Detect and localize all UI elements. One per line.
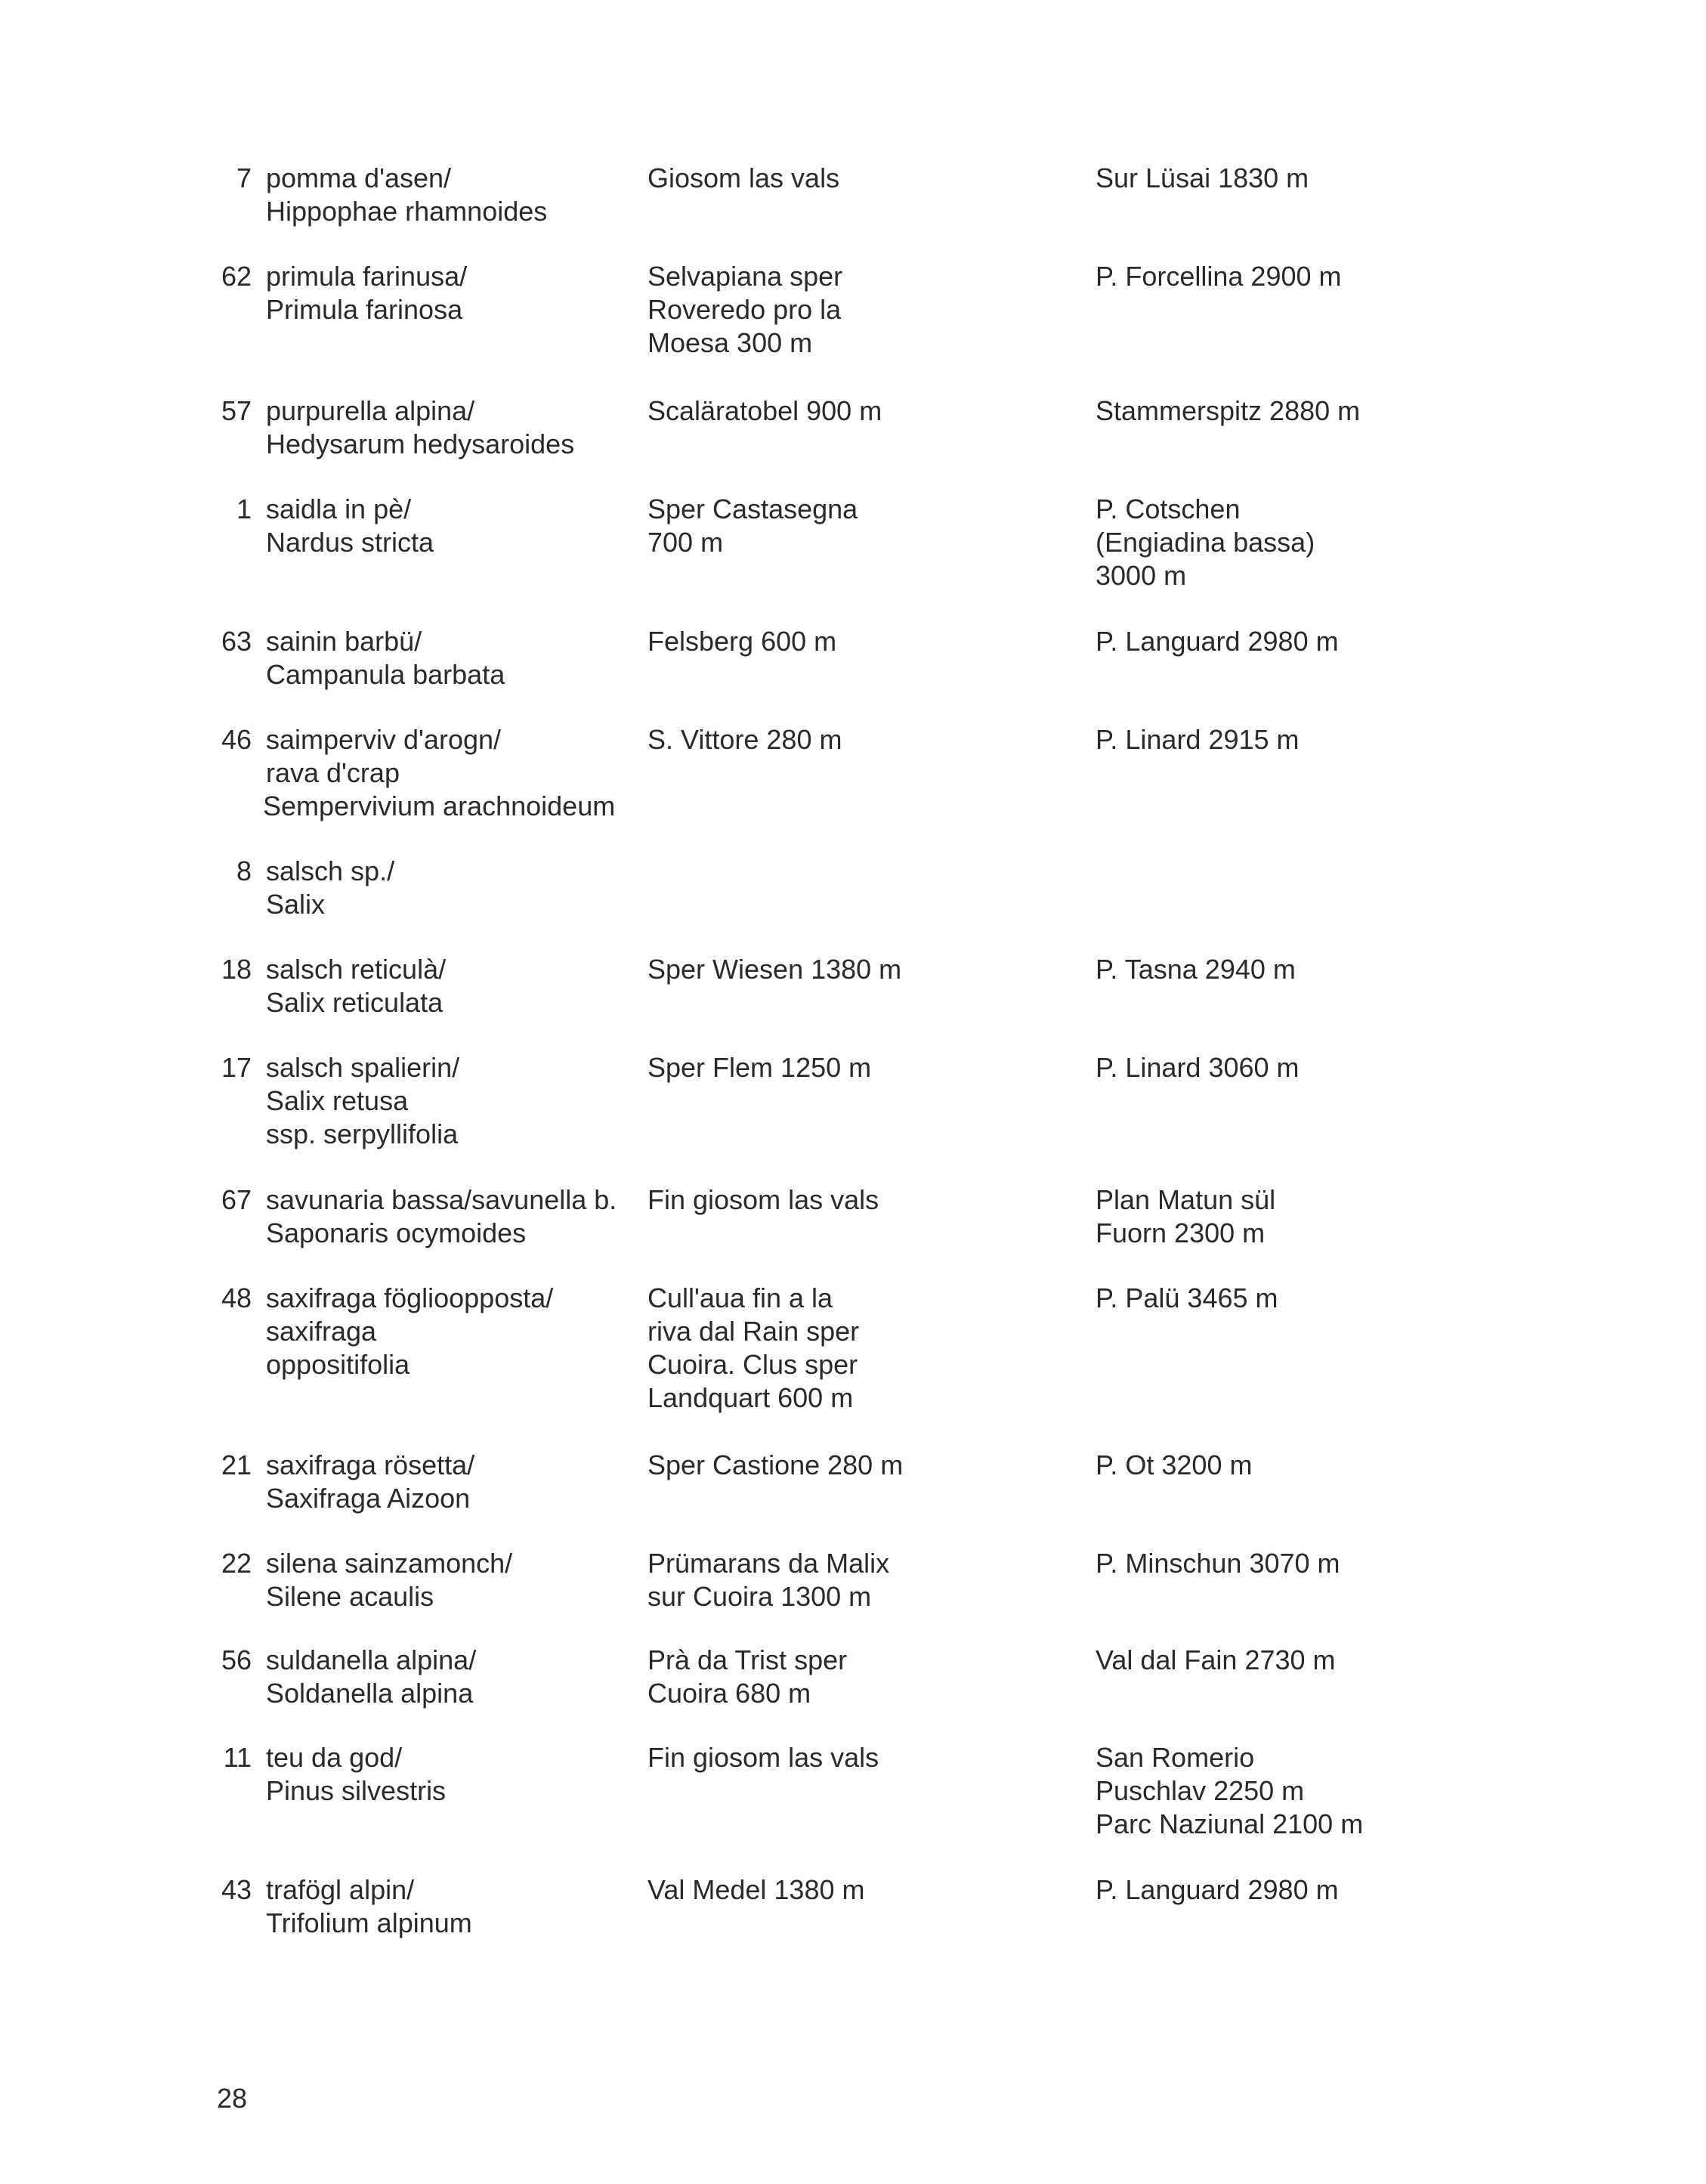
highest-location-line: Val dal Fain 2730 m bbox=[1096, 1644, 1336, 1675]
lowest-location-line: sur Cuoira 1300 m bbox=[647, 1581, 872, 1612]
entry-number: 63 bbox=[221, 626, 252, 657]
plant-name-line: Primula farinosa bbox=[266, 294, 463, 325]
highest-location bbox=[1096, 394, 1360, 428]
highest-location bbox=[1096, 1282, 1278, 1315]
plant-name bbox=[266, 625, 505, 691]
plant-name bbox=[266, 1873, 472, 1940]
lowest-location-line: S. Vittore 280 m bbox=[647, 724, 842, 755]
highest-location-line: Sur Lüsai 1830 m bbox=[1096, 162, 1309, 193]
plant-name-line: saxifraga rösetta/ bbox=[266, 1449, 475, 1480]
plant-name-line: pomma d'asen/ bbox=[266, 162, 452, 193]
highest-location-line: Puschlav 2250 m bbox=[1096, 1775, 1305, 1806]
plant-name-line: Soldanella alpina bbox=[266, 1678, 474, 1709]
entry-number: 48 bbox=[221, 1282, 252, 1313]
entry-number: 8 bbox=[236, 855, 252, 886]
lowest-location bbox=[647, 394, 882, 428]
plant-name-line: Salix reticulata bbox=[266, 987, 443, 1018]
plant-name bbox=[266, 1183, 617, 1250]
plant-name-line: ssp. serpyllifolia bbox=[266, 1118, 459, 1149]
lowest-location-line: Sper Flem 1250 m bbox=[647, 1052, 872, 1083]
plant-name-line: Trifolium alpinum bbox=[266, 1907, 472, 1938]
plant-name-line: Campanula barbata bbox=[266, 659, 505, 690]
highest-location bbox=[1096, 1644, 1336, 1677]
plant-name bbox=[266, 855, 394, 921]
entry-number: 56 bbox=[221, 1644, 252, 1675]
plant-name-line: purpurella alpina/ bbox=[266, 395, 475, 426]
plant-name-line: sainin barbü/ bbox=[266, 626, 422, 657]
plant-name-line: oppositifolia bbox=[266, 1349, 410, 1380]
lowest-location-line: Sper Wiesen 1380 m bbox=[647, 954, 902, 985]
highest-location-line: P. Cotschen bbox=[1096, 493, 1241, 524]
lowest-location bbox=[647, 1873, 865, 1907]
lowest-location bbox=[647, 1644, 847, 1710]
highest-location-line: P. Linard 2915 m bbox=[1096, 724, 1300, 755]
highest-location-line: San Romerio bbox=[1096, 1742, 1255, 1773]
lowest-location-line: Cuoira. Clus sper bbox=[647, 1349, 858, 1380]
lowest-location bbox=[647, 162, 839, 195]
plant-name bbox=[263, 723, 616, 823]
lowest-location bbox=[647, 1741, 879, 1774]
plant-name bbox=[266, 1449, 474, 1515]
highest-location-line: P. Ot 3200 m bbox=[1096, 1449, 1253, 1480]
lowest-location bbox=[647, 1051, 871, 1084]
entry-number: 46 bbox=[221, 724, 252, 755]
highest-location bbox=[1096, 162, 1309, 195]
highest-location bbox=[1096, 1051, 1300, 1084]
highest-location-line: P. Forcellina 2900 m bbox=[1096, 261, 1342, 292]
plant-name-line: Sempervivium arachnoideum bbox=[263, 790, 616, 821]
plant-name bbox=[266, 1282, 553, 1381]
lowest-location bbox=[647, 1282, 859, 1415]
lowest-location-line: Sper Castasegna bbox=[647, 493, 858, 524]
lowest-location-line: Cuoira 680 m bbox=[647, 1678, 811, 1709]
plant-name-line: saimperviv d'arogn/ bbox=[266, 724, 502, 755]
lowest-location bbox=[647, 723, 842, 756]
lowest-location-line: riva dal Rain sper bbox=[647, 1316, 860, 1347]
plant-name-line: Pinus silvestris bbox=[266, 1775, 447, 1806]
plant-name-line: Saxifraga Aizoon bbox=[266, 1483, 471, 1514]
highest-location-line: P. Linard 3060 m bbox=[1096, 1052, 1300, 1083]
highest-location bbox=[1096, 1873, 1339, 1907]
entry-number: 18 bbox=[221, 954, 252, 985]
plant-name-line: saidla in pè/ bbox=[266, 493, 412, 524]
plant-name bbox=[266, 260, 467, 326]
lowest-location-line: Roveredo pro la bbox=[647, 294, 842, 325]
plant-name-line: suldanella alpina/ bbox=[266, 1644, 477, 1675]
highest-location-line: P. Palü 3465 m bbox=[1096, 1282, 1278, 1313]
plant-name-line: Nardus stricta bbox=[266, 527, 434, 558]
plant-name-line: Salix retusa bbox=[266, 1085, 409, 1116]
lowest-location-line: Prà da Trist sper bbox=[647, 1644, 848, 1675]
entry-number: 43 bbox=[221, 1874, 252, 1905]
plant-name-line: trafögl alpin/ bbox=[266, 1874, 415, 1905]
highest-location-line: Parc Naziunal 2100 m bbox=[1096, 1808, 1364, 1839]
highest-location bbox=[1096, 723, 1300, 756]
plant-name-line: Saponaris ocymoides bbox=[266, 1217, 527, 1248]
plant-name-line: teu da god/ bbox=[266, 1742, 403, 1773]
lowest-location-line: Val Medel 1380 m bbox=[647, 1874, 865, 1905]
lowest-location bbox=[647, 1183, 879, 1217]
page-number: 28 bbox=[217, 2083, 248, 2114]
highest-location-line: 3000 m bbox=[1096, 560, 1187, 591]
lowest-location-line: Felsberg 600 m bbox=[647, 626, 837, 657]
entry-number: 57 bbox=[221, 395, 252, 426]
lowest-location bbox=[647, 493, 858, 559]
highest-location bbox=[1096, 493, 1315, 592]
plant-name-line: saxifraga bbox=[266, 1316, 377, 1347]
lowest-location-line: Prümarans da Malix bbox=[647, 1548, 890, 1579]
plant-name-line: silena sainzamonch/ bbox=[266, 1548, 513, 1579]
lowest-location-line: Fin giosom las vals bbox=[647, 1742, 879, 1773]
highest-location bbox=[1096, 953, 1296, 986]
entry-number: 22 bbox=[221, 1548, 252, 1579]
plant-name-line: salsch sp./ bbox=[266, 855, 395, 886]
plant-name-line: savunaria bassa/savunella b. bbox=[266, 1184, 617, 1215]
highest-location-line: (Engiadina bassa) bbox=[1096, 527, 1315, 558]
lowest-location-line: Sper Castione 280 m bbox=[647, 1449, 904, 1480]
lowest-location-line: Fin giosom las vals bbox=[647, 1184, 879, 1215]
lowest-location-line: Selvapiana sper bbox=[647, 261, 843, 292]
highest-location-line: P. Tasna 2940 m bbox=[1096, 954, 1296, 985]
lowest-location-line: Scaläratobel 900 m bbox=[647, 395, 882, 426]
highest-location-line: P. Languard 2980 m bbox=[1096, 626, 1339, 657]
entry-number: 11 bbox=[223, 1742, 252, 1773]
entry-number: 17 bbox=[221, 1052, 252, 1083]
plant-name bbox=[266, 1741, 446, 1808]
plant-name bbox=[266, 1644, 476, 1710]
lowest-location bbox=[647, 625, 836, 658]
highest-location-line: Fuorn 2300 m bbox=[1096, 1217, 1266, 1248]
plant-name bbox=[266, 953, 446, 1019]
plant-name bbox=[266, 394, 574, 461]
highest-location bbox=[1096, 260, 1342, 293]
lowest-location bbox=[647, 260, 842, 360]
plant-name-line: Hippophae rhamnoides bbox=[266, 196, 548, 227]
lowest-location-line: 700 m bbox=[647, 527, 724, 558]
plant-name-line: salsch spalierin/ bbox=[266, 1052, 460, 1083]
plant-name bbox=[266, 1051, 459, 1151]
plant-name bbox=[266, 493, 434, 559]
plant-name-line: primula farinusa/ bbox=[266, 261, 468, 292]
plant-name bbox=[266, 1547, 512, 1613]
plant-name-line: saxifraga föglioopposta/ bbox=[266, 1282, 554, 1313]
entry-number: 1 bbox=[236, 493, 252, 524]
highest-location-line: Stammerspitz 2880 m bbox=[1096, 395, 1361, 426]
lowest-location-line: Giosom las vals bbox=[647, 162, 840, 193]
highest-location bbox=[1096, 1183, 1275, 1250]
highest-location bbox=[1096, 1449, 1252, 1482]
lowest-location bbox=[647, 1547, 889, 1613]
entry-number: 21 bbox=[221, 1449, 252, 1480]
plant-name-line: Salix bbox=[266, 889, 326, 920]
highest-location-line: P. Languard 2980 m bbox=[1096, 1874, 1339, 1905]
entry-number: 7 bbox=[236, 162, 252, 193]
plant-name bbox=[266, 162, 547, 228]
plant-name-line: salsch reticulà/ bbox=[266, 954, 447, 985]
plant-name-line: Hedysarum hedysaroides bbox=[266, 428, 575, 459]
plant-name-line: rava d'crap bbox=[266, 757, 400, 788]
lowest-location-line: Cull'aua fin a la bbox=[647, 1282, 833, 1313]
lowest-location-line: Moesa 300 m bbox=[647, 327, 813, 358]
highest-location bbox=[1096, 625, 1339, 658]
lowest-location bbox=[647, 1449, 903, 1482]
lowest-location-line: Landquart 600 m bbox=[647, 1382, 854, 1413]
lowest-location bbox=[647, 953, 901, 986]
highest-location-line: Plan Matun sül bbox=[1096, 1184, 1276, 1215]
entry-number: 62 bbox=[221, 261, 252, 292]
plant-name-line: Silene acaulis bbox=[266, 1581, 434, 1612]
highest-location-line: P. Minschun 3070 m bbox=[1096, 1548, 1340, 1579]
highest-location bbox=[1096, 1547, 1340, 1580]
entry-number: 67 bbox=[221, 1184, 252, 1215]
highest-location bbox=[1096, 1741, 1363, 1841]
